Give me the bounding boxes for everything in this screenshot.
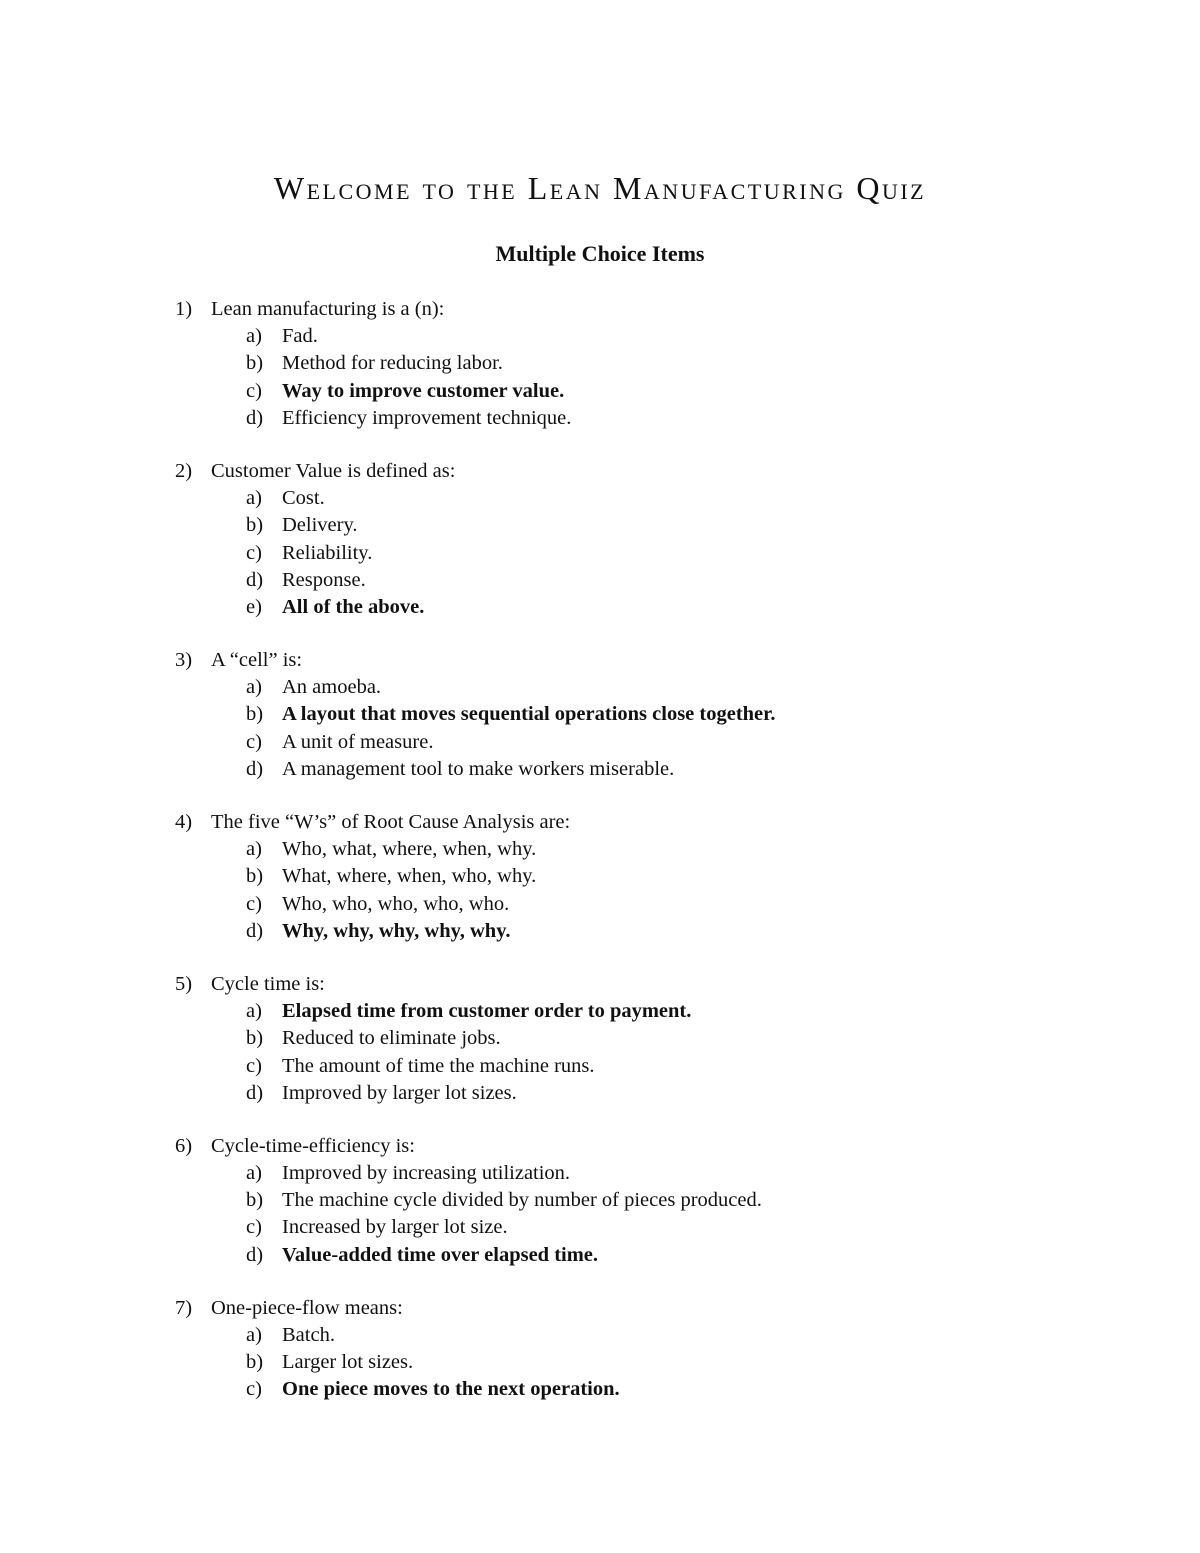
answer-option — [246, 891, 1135, 918]
option-text: An amoeba. — [282, 676, 382, 699]
option-letter: b) — [246, 703, 264, 726]
answer-option — [246, 674, 1135, 701]
question-text: One-piece-flow means: — [211, 1296, 403, 1319]
option-letter: b) — [246, 1351, 264, 1374]
option-text: Cost. — [282, 487, 325, 510]
option-list — [175, 323, 1135, 432]
option-text: Reduced to eliminate jobs. — [282, 1027, 501, 1050]
answer-option — [246, 485, 1135, 512]
option-letter: b) — [246, 514, 264, 537]
option-text: A unit of measure. — [282, 730, 434, 753]
question-text: Cycle time is: — [211, 972, 325, 995]
option-letter: b) — [246, 1027, 264, 1050]
answer-option — [246, 323, 1135, 350]
option-letter: c) — [246, 1054, 262, 1077]
page-title: Welcome to the Lean Manufacturing Quiz — [273, 170, 927, 206]
option-text: Method for reducing labor. — [282, 352, 503, 375]
option-letter: a) — [246, 325, 262, 348]
option-text: What, where, when, who, why. — [282, 865, 537, 888]
option-letter: d) — [246, 568, 264, 591]
answer-option — [246, 863, 1135, 890]
answer-option-correct — [246, 918, 1135, 945]
option-list — [175, 1322, 1135, 1404]
option-letter: d) — [246, 1243, 264, 1266]
option-letter: a) — [246, 1324, 262, 1346]
option-list — [175, 674, 1135, 783]
option-text: Batch. — [282, 1324, 335, 1346]
option-letter: a) — [246, 487, 262, 510]
section-heading: Multiple Choice Items — [495, 241, 705, 266]
answer-option — [246, 836, 1135, 863]
question-list — [175, 296, 1135, 1430]
answer-option-correct — [246, 1376, 1135, 1403]
option-letter: c) — [246, 379, 262, 402]
option-text: Why, why, why, why, why. — [282, 919, 511, 942]
option-letter: a) — [246, 1000, 262, 1023]
option-text: Who, what, where, when, why. — [282, 838, 537, 861]
question-text: A “cell” is: — [211, 649, 303, 672]
option-text: One piece moves to the next operation. — [282, 1378, 620, 1401]
option-text: Who, who, who, who, who. — [282, 892, 510, 915]
answer-option — [246, 350, 1135, 377]
option-text: Value-added time over elapsed time. — [282, 1243, 599, 1266]
question-1 — [175, 296, 1135, 432]
question-text: Lean manufacturing is a (n): — [211, 298, 445, 320]
question-number: 7) — [175, 1296, 193, 1319]
option-text: Efficiency improvement technique. — [282, 406, 572, 429]
option-letter: e) — [246, 595, 262, 618]
option-text: Increased by larger lot size. — [282, 1216, 508, 1239]
option-text: Delivery. — [282, 514, 358, 537]
option-text: Improved by increasing utilization. — [282, 1162, 571, 1185]
option-text: All of the above. — [282, 595, 425, 618]
question-5 — [175, 971, 1135, 1107]
question-stem — [175, 971, 1135, 998]
answer-option — [246, 1349, 1135, 1376]
question-text: The five “W’s” of Root Cause Analysis are: — [211, 811, 571, 833]
answer-option — [246, 1187, 1135, 1214]
question-stem — [175, 1295, 1135, 1322]
option-text: Larger lot sizes. — [282, 1351, 414, 1374]
option-text: Reliability. — [282, 541, 373, 564]
option-letter: d) — [246, 406, 264, 429]
option-text: Response. — [282, 568, 366, 591]
option-letter: a) — [246, 676, 262, 699]
question-number: 5) — [175, 972, 193, 995]
answer-option-correct — [246, 1242, 1135, 1269]
question-stem — [175, 458, 1135, 485]
option-letter: c) — [246, 1216, 262, 1239]
answer-option — [246, 1160, 1135, 1187]
answer-option — [246, 1053, 1135, 1080]
option-letter: c) — [246, 730, 262, 753]
option-letter: a) — [246, 1162, 262, 1185]
question-number: 4) — [175, 811, 193, 833]
question-text: Customer Value is defined as: — [211, 459, 456, 482]
question-4 — [175, 809, 1135, 945]
answer-option — [246, 1214, 1135, 1241]
option-letter: c) — [246, 1378, 262, 1401]
question-stem — [175, 1133, 1135, 1160]
option-text: Improved by larger lot sizes. — [282, 1081, 517, 1104]
option-letter: a) — [246, 838, 262, 861]
answer-option — [246, 1025, 1135, 1052]
answer-option-correct — [246, 701, 1135, 728]
answer-option — [246, 756, 1135, 783]
option-list — [175, 1160, 1135, 1269]
answer-option — [246, 540, 1135, 567]
question-text: Cycle-time-efficiency is: — [211, 1134, 415, 1157]
option-text: The machine cycle divided by number of pieces produced. — [282, 1189, 762, 1212]
option-letter: c) — [246, 892, 262, 915]
question-number: 1) — [175, 298, 193, 320]
answer-option — [246, 567, 1135, 594]
option-letter: b) — [246, 352, 264, 375]
answer-option — [246, 512, 1135, 539]
option-list — [175, 485, 1135, 621]
question-stem — [175, 296, 1135, 323]
answer-option — [246, 405, 1135, 432]
option-text: Elapsed time from customer order to payment. — [282, 1000, 692, 1023]
answer-option — [246, 1322, 1135, 1349]
question-3 — [175, 647, 1135, 783]
option-text: The amount of time the machine runs. — [282, 1054, 595, 1077]
option-letter: d) — [246, 1081, 264, 1104]
question-7 — [175, 1295, 1135, 1404]
option-letter: b) — [246, 1189, 264, 1212]
option-list — [175, 998, 1135, 1107]
question-number: 3) — [175, 649, 193, 672]
option-list — [175, 836, 1135, 945]
option-text: Way to improve customer value. — [282, 379, 565, 402]
answer-option-correct — [246, 378, 1135, 405]
option-text: A layout that moves sequential operations close together. — [282, 703, 776, 726]
answer-option-correct — [246, 594, 1135, 621]
answer-option-correct — [246, 998, 1135, 1025]
option-letter: d) — [246, 757, 264, 780]
question-2 — [175, 458, 1135, 621]
answer-option — [246, 729, 1135, 756]
option-text: Fad. — [282, 325, 318, 348]
question-stem — [175, 809, 1135, 836]
option-letter: d) — [246, 919, 264, 942]
option-letter: c) — [246, 541, 262, 564]
option-letter: b) — [246, 865, 264, 888]
question-6 — [175, 1133, 1135, 1269]
answer-option — [246, 1080, 1135, 1107]
question-stem — [175, 647, 1135, 674]
option-text: A management tool to make workers miserable. — [282, 757, 675, 780]
question-number: 2) — [175, 459, 193, 482]
question-number: 6) — [175, 1134, 193, 1157]
